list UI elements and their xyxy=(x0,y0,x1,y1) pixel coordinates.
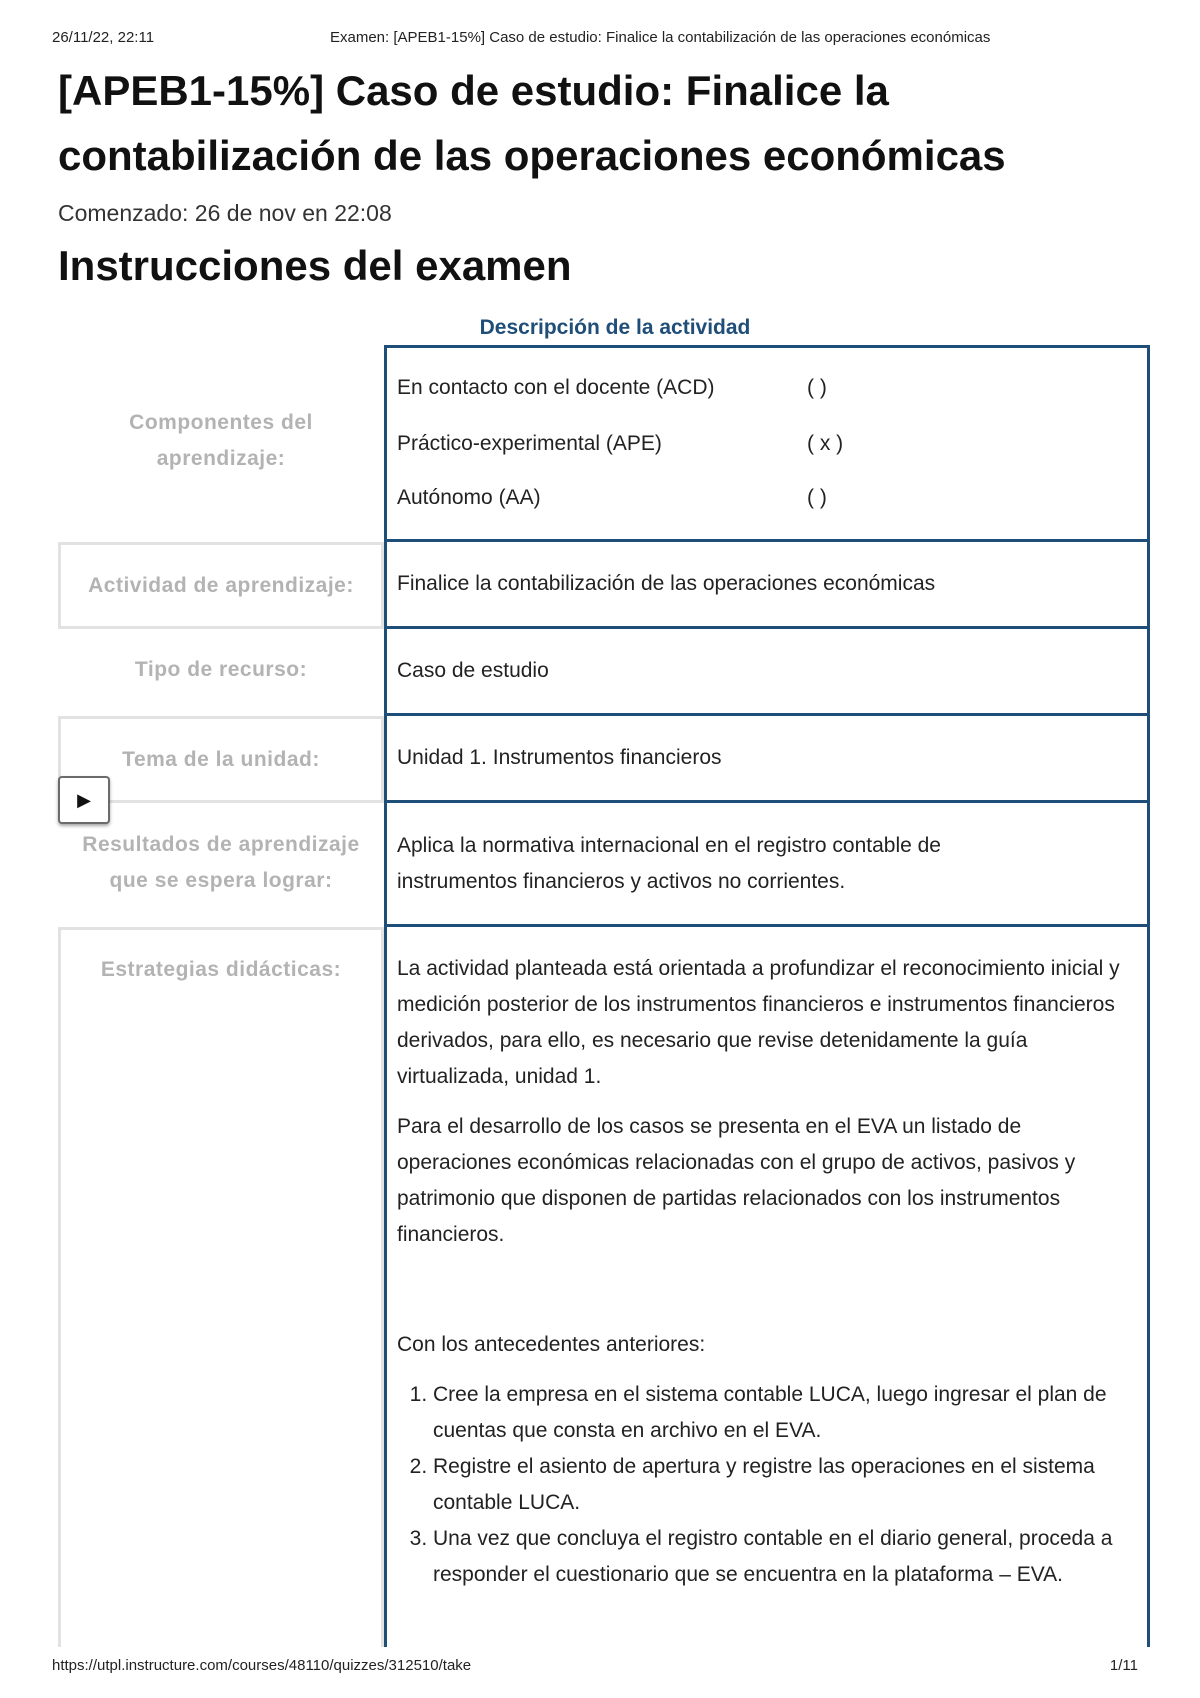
play-button[interactable] xyxy=(58,776,110,824)
results-value: Aplica la normativa internacional en el registro contable de instrumentos financieros y activos no corrientes. xyxy=(384,800,1150,927)
started-timestamp: Comenzado: 26 de nov en 22:08 xyxy=(58,200,392,226)
list-item: 3. Una vez que concluya el registro contable en el diario general, proceda a responder el cuestionario que se encuentra en la plataforma – EVA. xyxy=(433,1521,1133,1593)
print-document-title: Examen: [APEB1-15%] Caso de estudio: Finalice la contabilización de las operaciones económicas xyxy=(330,29,991,46)
activity-description-table xyxy=(58,345,1150,1647)
component-aa: Autónomo (AA) xyxy=(397,486,541,509)
component-acd: En contacto con el docente (ACD) xyxy=(397,376,715,399)
table-row-unit xyxy=(58,716,1150,803)
components-label: Componentes del aprendizaje: xyxy=(129,411,313,470)
table-row-components xyxy=(58,345,1150,542)
print-datetime: 26/11/22, 22:11 xyxy=(52,29,155,46)
unit-label: Tema de la unidad: xyxy=(58,716,384,803)
activity-value: Finalice la contabilización de las operaciones económicas xyxy=(384,539,1150,629)
print-url: https://utpl.instructure.com/courses/48110/quizzes/312510/take xyxy=(52,1657,472,1674)
strategies-paragraph-3: Con los antecedentes anteriores: xyxy=(397,1333,706,1356)
activity-label: Actividad de aprendizaje: xyxy=(58,542,384,629)
strategies-steps-list xyxy=(397,1377,1133,1593)
page-title xyxy=(58,58,1138,188)
strategies-label: Estrategias didácticas: xyxy=(58,927,384,1647)
unit-value: Unidad 1. Instrumentos financieros xyxy=(384,713,1150,803)
list-item: 1. Cree la empresa en el sistema contable LUCA, luego ingresar el plan de cuentas que consta en archivo en el EVA. xyxy=(433,1377,1133,1449)
table-row-resource xyxy=(58,629,1150,716)
resource-value: Caso de estudio xyxy=(384,626,1150,716)
print-page-number: 1/11 xyxy=(1109,1657,1138,1674)
results-label: Resultados de aprendizaje que se espera lograr: xyxy=(82,833,360,892)
instructions-heading: Instrucciones del examen xyxy=(58,242,572,289)
component-ape-mark: ( x ) xyxy=(807,432,844,455)
component-ape: Práctico-experimental (APE) xyxy=(397,432,662,455)
components-value xyxy=(384,345,1150,542)
strategies-value xyxy=(384,924,1150,1647)
page-title-line-2: contabilización de las operaciones económicas xyxy=(58,132,1006,179)
table-row-activity xyxy=(58,542,1150,629)
component-aa-mark: ( ) xyxy=(807,486,827,509)
component-acd-mark: ( ) xyxy=(807,376,827,399)
resource-label: Tipo de recurso: xyxy=(134,658,308,681)
strategies-paragraph-2: Para el desarrollo de los casos se presenta en el EVA un listado de operaciones económicas relacionadas con el grupo de activos, pasivos y patrimonio que disponen de partidas relacionados con los instrumentos financieros. xyxy=(397,1115,1076,1246)
list-item: 2. Registre el asiento de apertura y registre las operaciones en el sistema contable LUCA. xyxy=(433,1449,1133,1521)
table-caption: Descripción de la actividad xyxy=(479,316,751,339)
play-icon: ▶ xyxy=(77,789,91,810)
table-row-results xyxy=(58,803,1150,927)
page-title-line-1: [APEB1-15%] Caso de estudio: Finalice la xyxy=(58,67,889,114)
print-header xyxy=(0,29,1200,49)
strategies-paragraph-1: La actividad planteada está orientada a profundizar el reconocimiento inicial y medición posterior de los instrumentos financieros e instrumentos financieros derivados, para ello, es necesario que revise detenidamente la guía virtualizada, unidad 1. xyxy=(397,957,1120,1088)
table-row-strategies xyxy=(58,927,1150,1647)
